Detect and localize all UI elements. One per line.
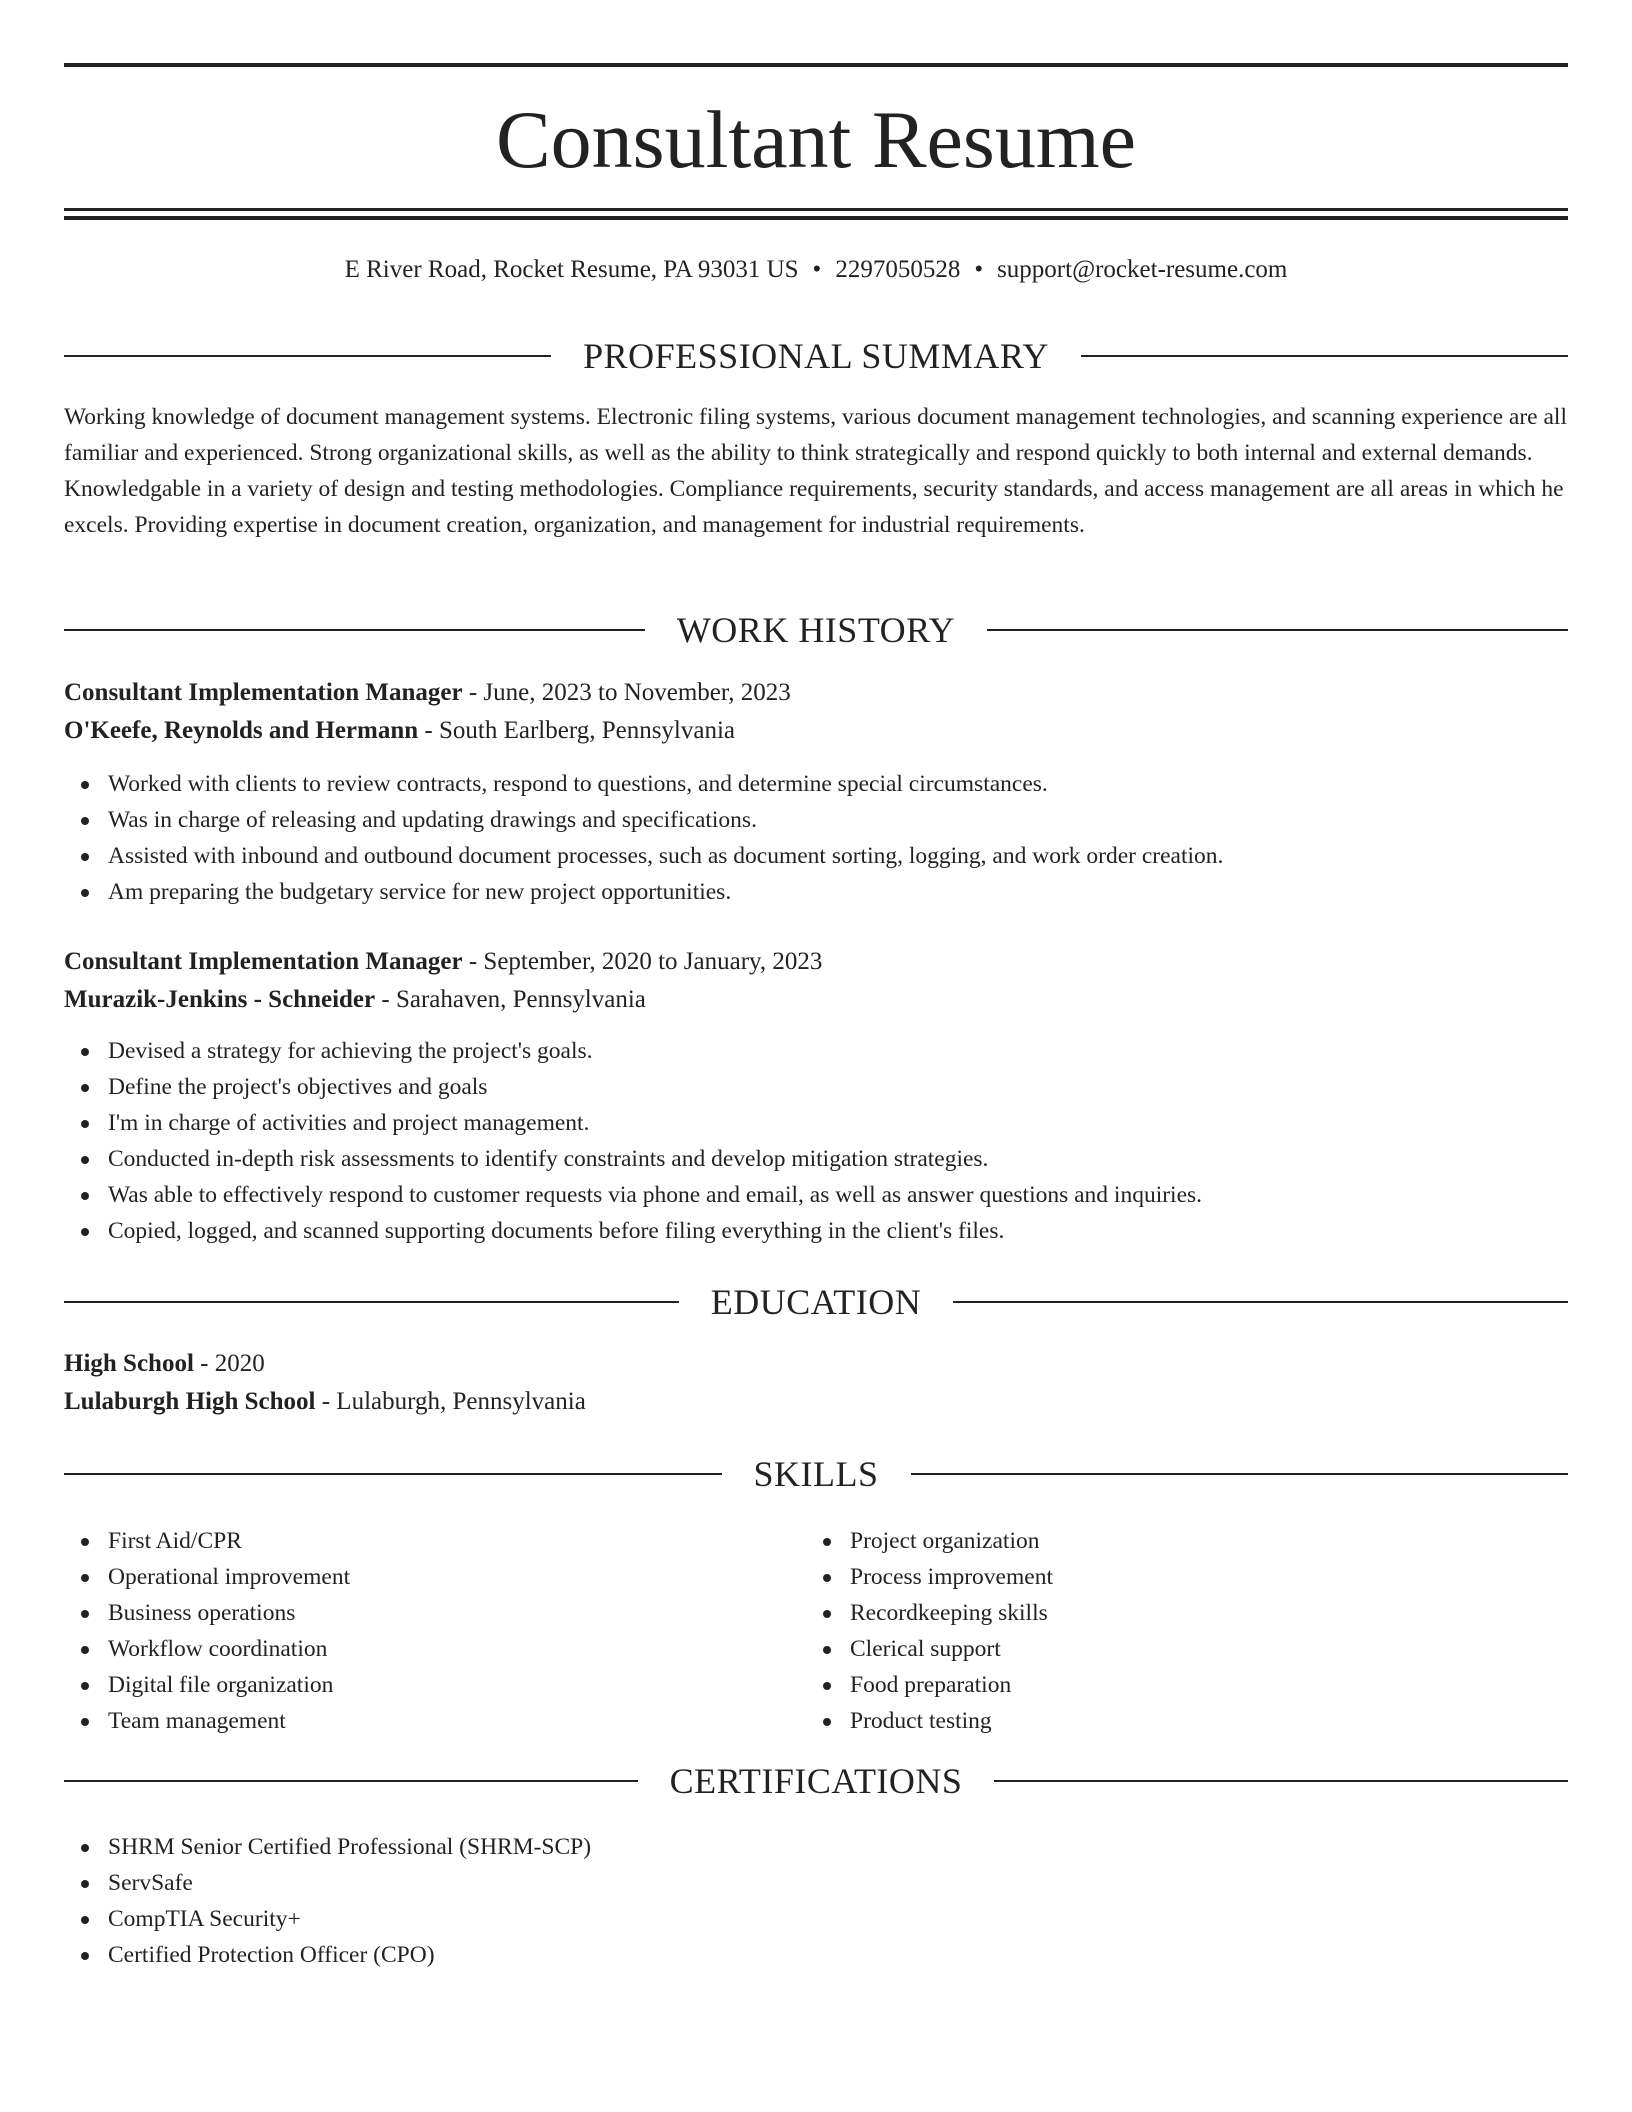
contact-separator: • [974,256,984,283]
education-degree-line [64,1345,1568,1383]
list-item: Assisted with inbound and outbound document processes, such as document sorting, logging, and work order creation. [64,838,1568,874]
section-title: SKILLS [753,1454,879,1494]
skill-item: Operational improvement [64,1559,806,1595]
job-bullets [64,1033,1568,1249]
job-dates: - September, 2020 to January, 2023 [462,948,823,975]
section-header-skills [64,1452,1568,1496]
section-title: WORK HISTORY [676,610,956,650]
summary-text: Working knowledge of document management systems. Electronic filing systems, various document management technologies, and scanning experience are all familiar and experienced. Strong organizational skills, as well as the ability to think strategically and respond quickly to both internal and external demands. Knowledgable in a variety of design and testing methodologies. Compliance requirements, security standards, and access management are all areas in which he excels. Providing expertise in document creation, organization, and management for industrial requirements. [64,404,1567,538]
section-header-work [64,608,1568,652]
section-header-certifications [64,1759,1568,1803]
skill-item: Business operations [64,1595,806,1631]
skills-column-right [806,1523,1548,1739]
skill-item: Digital file organization [64,1667,806,1703]
job-title: Consultant Implementation Manager [64,679,463,706]
contact-phone: 2297050528 [835,256,961,283]
list-item: Conducted in-depth risk assessments to identify constraints and develop mitigation strategies. [64,1141,1568,1177]
section-title: PROFESSIONAL SUMMARY [583,336,1049,376]
top-rule [64,63,1568,67]
certification-item: SHRM Senior Certified Professional (SHRM-SCP) [64,1829,1568,1865]
contact-line [64,254,1568,286]
list-item: Devised a strategy for achieving the project's goals. [64,1033,1568,1069]
job-location: - Sarahaven, Pennsylvania [375,986,646,1013]
certification-item: ServSafe [64,1865,1568,1901]
skill-item: Product testing [806,1703,1548,1739]
contact-separator: • [812,256,822,283]
skill-item: Project organization [806,1523,1548,1559]
list-item: Was able to effectively respond to customer requests via phone and email, as well as answer questions and inquiries. [64,1177,1568,1213]
section-header-education [64,1280,1568,1324]
skills-grid [64,1523,1568,1739]
skill-item: Clerical support [806,1631,1548,1667]
list-item: Worked with clients to review contracts, respond to questions, and determine special circumstances. [64,766,1568,802]
education-entry [64,1345,1568,1421]
list-item: Was in charge of releasing and updating drawings and specifications. [64,802,1568,838]
education-year: - 2020 [193,1350,265,1377]
certifications-list-block [64,1829,1568,1973]
certification-item: CompTIA Security+ [64,1901,1568,1937]
skill-item: Process improvement [806,1559,1548,1595]
section-rule [64,1473,722,1475]
education-degree: High School [64,1350,194,1377]
list-item: I'm in charge of activities and project management. [64,1105,1568,1141]
list-item: Am preparing the budgetary service for new project opportunities. [64,874,1568,910]
job-location: - South Earlberg, Pennsylvania [418,717,736,744]
section-title: EDUCATION [710,1282,922,1322]
skill-item: Team management [64,1703,806,1739]
job-entry [64,943,1568,1249]
section-rule [987,629,1568,631]
list-item: Define the project's objectives and goals [64,1069,1568,1105]
skills-column-left [64,1523,806,1739]
section-rule [64,355,551,357]
job-entry [64,674,1568,910]
job-dates: - June, 2023 to November, 2023 [462,679,791,706]
job-title: Consultant Implementation Manager [64,948,463,975]
skill-item: Recordkeeping skills [806,1595,1548,1631]
contact-address: E River Road, Rocket Resume, PA 93031 US [344,256,799,283]
skill-item: First Aid/CPR [64,1523,806,1559]
section-rule [1081,355,1568,357]
job-company: O'Keefe, Reynolds and Hermann [64,717,419,744]
job-title-line [64,943,1568,981]
section-rule [953,1301,1568,1303]
education-location: - Lulaburgh, Pennsylvania [315,1388,586,1415]
section-rule [64,1780,638,1782]
job-bullets [64,766,1568,910]
page-title: Consultant Resume [495,94,1137,185]
section-rule [64,629,645,631]
section-header-summary [64,334,1568,378]
title-rule-thin [64,208,1568,211]
skill-item: Workflow coordination [64,1631,806,1667]
education-school-line [64,1383,1568,1421]
section-rule [911,1473,1569,1475]
job-company-line [64,712,1568,750]
job-company-line [64,981,1568,1019]
section-rule [64,1301,679,1303]
title-rule-thick [64,216,1568,220]
section-rule [994,1780,1568,1782]
job-title-line [64,674,1568,712]
skill-item: Food preparation [806,1667,1548,1703]
education-school: Lulaburgh High School [64,1388,316,1415]
certification-item: Certified Protection Officer (CPO) [64,1937,1568,1973]
job-company: Murazik-Jenkins - Schneider [64,986,376,1013]
list-item: Copied, logged, and scanned supporting documents before filing everything in the client's files. [64,1213,1568,1249]
section-title: CERTIFICATIONS [669,1761,963,1801]
certifications-list [64,1829,1568,1973]
contact-email: support@rocket-resume.com [997,256,1288,283]
